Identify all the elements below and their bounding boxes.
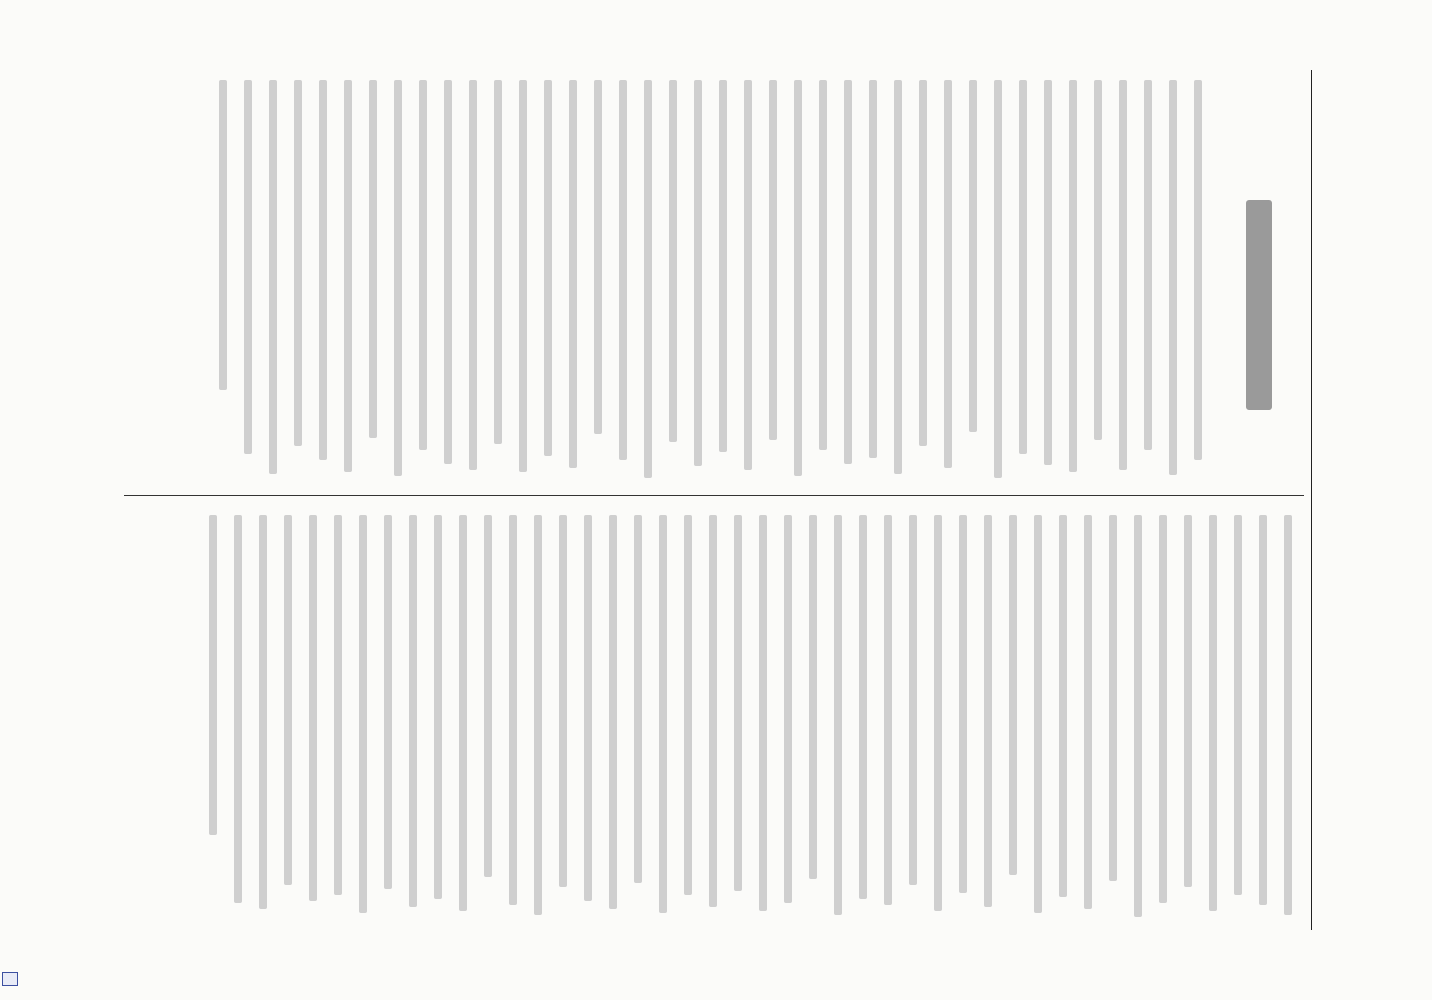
header-rule <box>1311 70 1312 930</box>
right-column-lines <box>192 515 1292 925</box>
left-column-lines <box>202 80 1202 480</box>
session-heading <box>1246 200 1272 410</box>
digitization-caption <box>4 980 20 990</box>
column-divider <box>124 495 1304 496</box>
running-header <box>1316 70 1336 930</box>
